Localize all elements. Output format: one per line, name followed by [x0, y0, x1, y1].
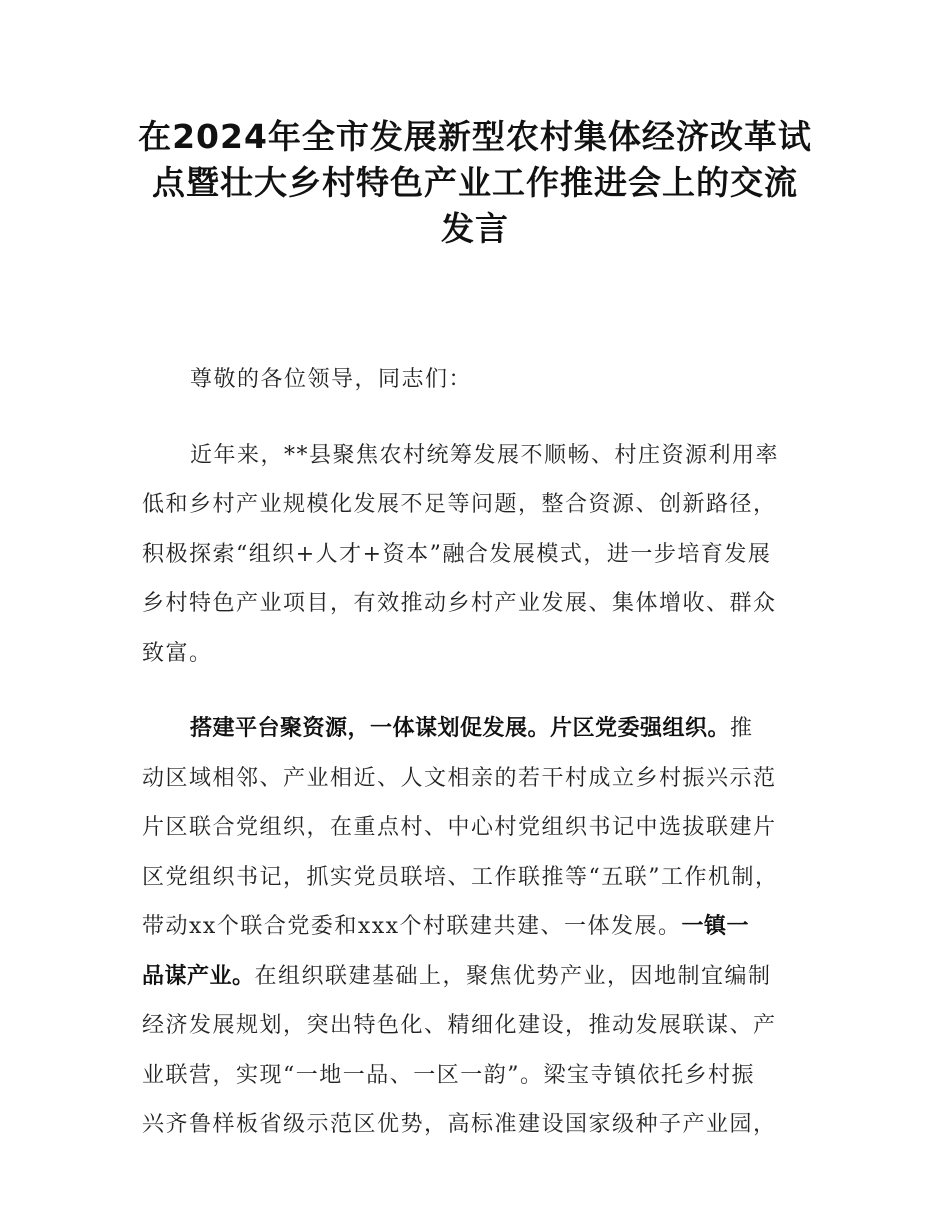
section-1-line: 业联营，实现“一地一品、一区一韵”。梁宝寺镇依托乡村振 — [142, 1062, 755, 1088]
document-body — [142, 355, 814, 1150]
section-1-line — [142, 952, 814, 1002]
body-text: 推 — [730, 716, 754, 741]
section-1-line: 经济发展规划，突出特色化、精细化建设，推动发展联谋、产 — [142, 1013, 777, 1038]
section-1-line — [142, 902, 814, 952]
title-line-2: 点暨壮大乡村特色产业工作推进会上的交流 — [152, 163, 798, 202]
intro-line: 积极探索“组织+人才+资本”融合发展模式，进一步培育发展 — [142, 541, 772, 567]
intro-line: 致富。 — [142, 640, 213, 666]
section-1-line: 动区域相邻、产业相近、人文相亲的若干村成立乡村振兴示范 — [142, 765, 777, 791]
intro-paragraph — [142, 431, 814, 679]
paragraph-spacer — [142, 405, 814, 431]
subheading-one-town-one-product-part-1: 一镇一 — [681, 914, 750, 939]
paragraph-spacer — [142, 678, 814, 704]
greeting-text: 尊敬的各位领导，同志们： — [190, 367, 473, 392]
title-line-1: 在2024年全市发展新型农村集体经济改革试 — [138, 117, 812, 156]
section-1-line: 片区联合党组织，在重点村、中心村党组织书记中选拔联建片 — [142, 815, 777, 840]
subheading-one-town-one-product-part-2: 品谋产业。 — [142, 963, 255, 989]
section-1-line — [142, 704, 814, 754]
greeting-paragraph — [142, 355, 814, 405]
body-text: 带动xx个联合党委和xxx个村联建共建、一体发展。 — [142, 914, 682, 939]
section-1-line: 区党组织书记，抓实党员联培、工作联推等“五联”工作机制， — [142, 864, 779, 890]
intro-line: 近年来，**县聚焦农村统筹发展不顺畅、村庄资源利用率 — [190, 442, 780, 468]
section-1-paragraph — [142, 704, 814, 1150]
intro-line: 乡村特色产业项目，有效推动乡村产业发展、集体增收、群众 — [142, 591, 777, 616]
document-title — [100, 114, 850, 252]
body-text: 在组织联建基础上，聚焦优势产业，因地制宜编制 — [254, 963, 772, 989]
section-1-heading: 搭建平台聚资源，一体谋划促发展。 — [190, 716, 551, 741]
section-1-line: 兴齐鲁样板省级示范区优势，高标准建设国家级种子产业园， — [142, 1112, 777, 1137]
title-line-3: 发言 — [441, 209, 509, 248]
intro-line: 低和乡村产业规模化发展不足等问题，整合资源、创新路径， — [142, 492, 777, 517]
subheading-district-party-committee: 片区党委强组织。 — [550, 716, 731, 741]
